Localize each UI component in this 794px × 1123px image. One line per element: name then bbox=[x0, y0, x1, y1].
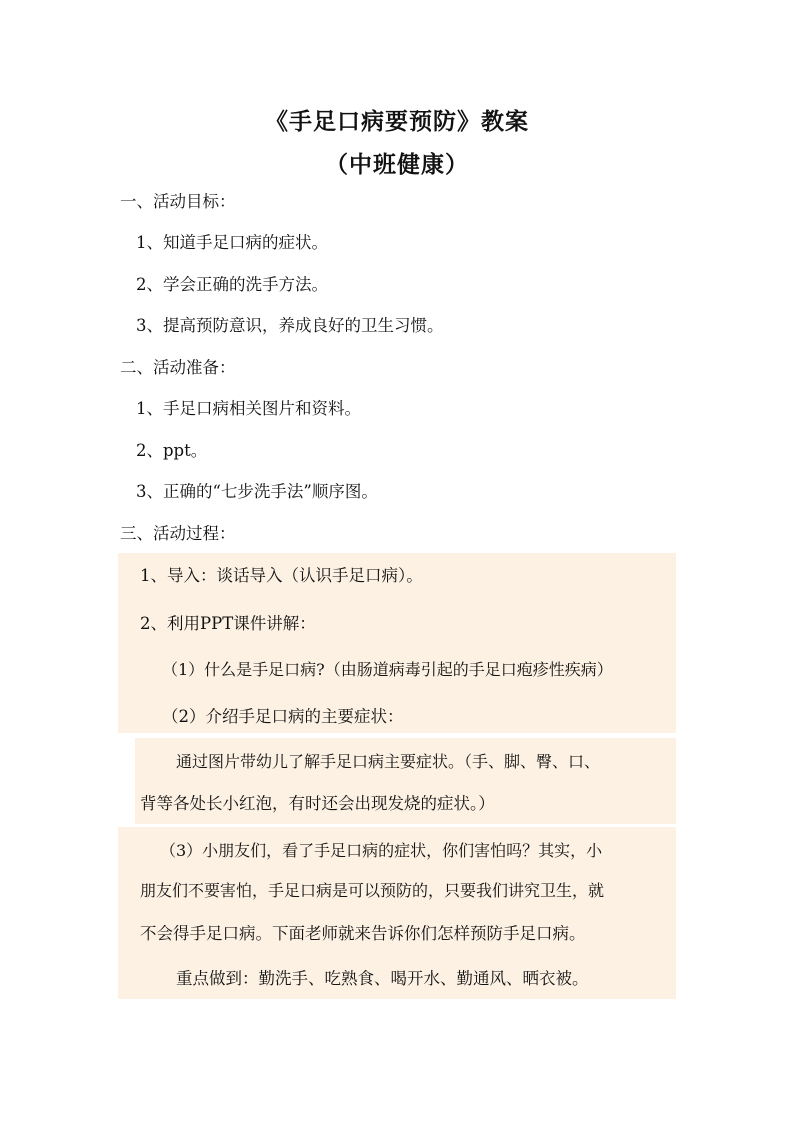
process-step-2: 2、利用PPT课件讲解： bbox=[140, 614, 316, 633]
prevention-paragraph-line: 朋友们不要害怕，手足口病是可以预防的，只要我们讲究卫生，就 bbox=[140, 881, 605, 900]
process-step-1: 1、导入：谈话导入（认识手足口病）。 bbox=[140, 566, 423, 585]
document-subtitle: （中班健康） bbox=[325, 151, 469, 178]
key-points: 重点做到：勤洗手、吃熟食、喝开水、勤通风、晒衣被。 bbox=[176, 969, 589, 988]
goal-item: 2、学会正确的洗手方法。 bbox=[136, 275, 328, 294]
prep-item: 3、正确的“七步洗手法”顺序图。 bbox=[136, 482, 378, 501]
symptom-paragraph-line: 通过图片带幼儿了解手足口病主要症状。（手、脚、臀、口、 bbox=[176, 752, 601, 771]
process-sub-1: （1）什么是手足口病?（由肠道病毒引起的手足口疱疹性疾病） bbox=[162, 660, 613, 679]
section-heading-preparation: 二、活动准备： bbox=[120, 358, 236, 377]
prep-item: 1、手足口病相关图片和资料。 bbox=[136, 399, 361, 418]
section-heading-goals: 一、活动目标： bbox=[120, 192, 236, 211]
prep-item: 2、ppt。 bbox=[136, 441, 208, 460]
section-heading-process: 三、活动过程： bbox=[120, 524, 236, 543]
prevention-paragraph-line: 不会得手足口病。下面老师就来告诉你们怎样预防手足口病。 bbox=[140, 924, 586, 943]
goal-item: 1、知道手足口病的症状。 bbox=[136, 233, 328, 252]
document-title: 《手足口病要预防》教案 bbox=[265, 108, 529, 135]
prevention-paragraph-line: （3）小朋友们，看了手足口病的症状，你们害怕吗？其实，小 bbox=[160, 841, 603, 860]
process-sub-2: （2）介绍手足口病的主要症状： bbox=[162, 707, 404, 726]
symptom-paragraph-line: 背等各处长小红泡，有时还会出现发烧的症状。） bbox=[140, 794, 495, 813]
goal-item: 3、提高预防意识，养成良好的卫生习惯。 bbox=[136, 316, 444, 335]
